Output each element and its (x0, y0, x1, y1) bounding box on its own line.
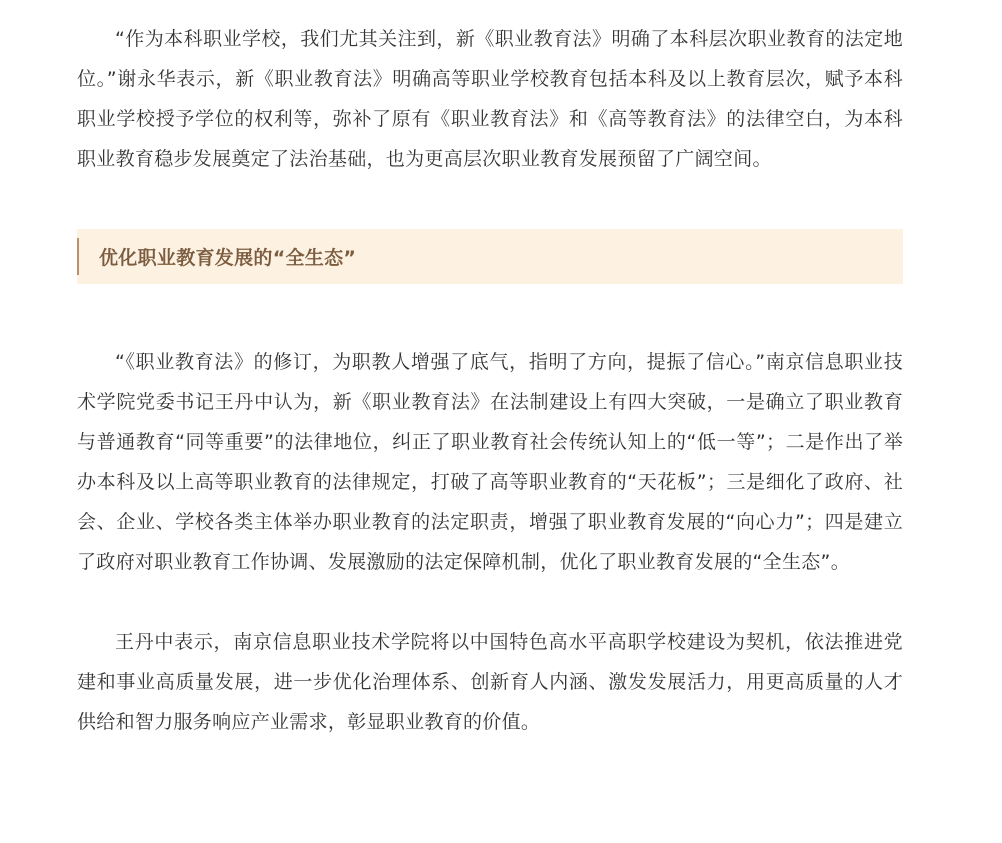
paragraph-conclusion: 王丹中表示，南京信息职业技术学院将以中国特色高水平高职学校建设为契机，依法推进党建和事业高质量发展，进一步优化治理体系、创新育人内涵、激发发展活力，用更高质量的人才供给和智力服务响应产业需求，彰显职业教育的价值。 (77, 631, 903, 733)
heading-accent-bar (77, 238, 79, 275)
section-heading-text: 优化职业教育发展的“全生态” (99, 247, 357, 269)
section-heading (77, 229, 903, 284)
paragraph-intro: “作为本科职业学校，我们尤其关注到，新《职业教育法》明确了本科层次职业教育的法定地位。”谢永华表示，新《职业教育法》明确高等职业学校教育包括本科及以上教育层次，赋予本科职业学校授予学位的权利等，弥补了原有《职业教育法》和《高等教育法》的法律空白，为本科职业教育稳步发展奠定了法治基础，也为更高层次职业教育发展预留了广阔空间。 (77, 28, 903, 170)
article-body (77, 19, 903, 742)
paragraph-quote: “《职业教育法》的修订，为职教人增强了底气，指明了方向，提振了信心。”南京信息职业技术学院党委书记王丹中认为，新《职业教育法》在法制建设上有四大突破，一是确立了职业教育与普通教育“同等重要”的法律地位，纠正了职业教育社会传统认知上的“低一等”；二是作出了举办本科及以上高等职业教育的法律规定，打破了高等职业教育的“天花板”；三是细化了政府、社会、企业、学校各类主体举办职业教育的法定职责，增强了职业教育发展的“向心力”；四是建立了政府对职业教育工作协调、发展激励的法定保障机制，优化了职业教育发展的“全生态”。 (77, 351, 903, 573)
